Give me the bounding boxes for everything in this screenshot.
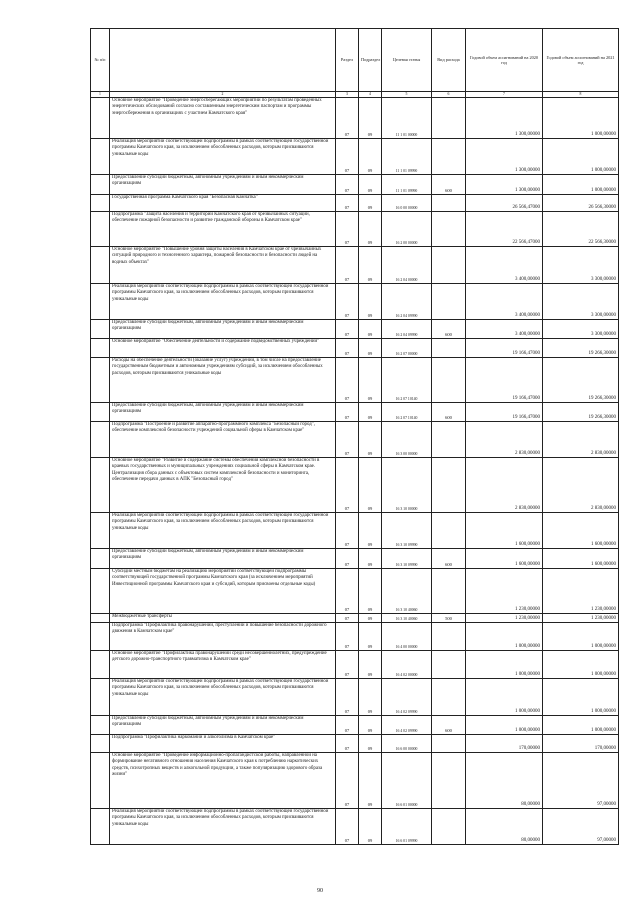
row-razdel: 07 (336, 403, 359, 422)
row-vr (432, 247, 466, 284)
row-podrazdel: 09 (359, 339, 382, 358)
row-vr (432, 422, 466, 458)
row-amount-2021: 3 300,00000 (543, 284, 619, 320)
row-amount-2020: 1 230,00000 (466, 614, 543, 623)
row-name: Подпрограмма "Профилактика правонарушений, преступлений и повышение безопасности дорожного движения в Камчатском крае" (110, 623, 336, 651)
row-amount-2021: 1 000,00000 (543, 98, 619, 139)
budget-table (90, 28, 619, 845)
row-amount-2020: 1 000,00000 (466, 716, 543, 735)
column-index: 7 (466, 92, 543, 98)
row-vr (432, 623, 466, 651)
row-csr: 16 0 00 00000 (382, 195, 432, 212)
row-razdel: 07 (336, 679, 359, 716)
row-podrazdel: 09 (359, 753, 382, 809)
row-razdel: 07 (336, 614, 359, 623)
row-amount-2020: 1 300,00000 (466, 98, 543, 139)
row-vr (432, 735, 466, 753)
row-name: Реализация мероприятий соответствующей подпрограммы в рамках соответствующей государственной программы Камчатского края, за исключением обособленных расходов, которым присваиваются уникальные коды (110, 679, 336, 716)
row-name: Основное мероприятие "Проведение энергосберегающих мероприятий по результатам проведенных энергетических обследований согласно составленным энергетическим паспортам и программы энергосбережения в организациях с участием Камчатского края" (110, 98, 336, 139)
table-row (91, 320, 619, 339)
row-name: Предоставление субсидий бюджетным, автономным учреждениям и иным некоммерческим организациям (110, 549, 336, 569)
row-csr: 16 3 10 09990 (382, 549, 432, 569)
row-name: Субсидии местным бюджетам на реализацию мероприятий соответствующей подпрограммы соответствующей государственной программы Камчатского края (за исключением мероприятий Инвестиционной программы Камчатского края и субсидий, которым присвоены отдельные коды) (110, 569, 336, 614)
row-csr: 11 1 01 09990 (382, 139, 432, 175)
row-amount-2020: 1 600,00000 (466, 549, 543, 569)
row-amount-2021: 97,00000 (543, 753, 619, 809)
page-number: 90 (317, 888, 323, 894)
table-row (91, 809, 619, 845)
row-amount-2020: 1 000,00000 (466, 679, 543, 716)
row-number-cell (91, 358, 110, 403)
row-vr (432, 753, 466, 809)
row-number-cell (91, 195, 110, 212)
row-name: Реализация мероприятий соответствующей подпрограммы в рамках соответствующей государственной программы Камчатского края, за исключением обособленных расходов, которым присваиваются уникальные коды (110, 513, 336, 549)
row-csr: 16 2 07 10140 (382, 358, 432, 403)
row-razdel: 07 (336, 716, 359, 735)
table-row (91, 339, 619, 358)
row-name: Реализация мероприятий соответствующей подпрограммы в рамках соответствующей государственной программы Камчатского края, за исключением обособленных расходов, которым присваиваются уникальные коды (110, 139, 336, 175)
row-csr: 16 6 00 00000 (382, 735, 432, 753)
row-number-cell (91, 247, 110, 284)
row-amount-2021: 1 000,00000 (543, 716, 619, 735)
column-index: 2 (110, 92, 336, 98)
row-vr (432, 212, 466, 247)
row-amount-2020: 3 400,00000 (466, 284, 543, 320)
row-amount-2021: 19 266,30000 (543, 403, 619, 422)
row-podrazdel: 09 (359, 247, 382, 284)
row-razdel: 07 (336, 753, 359, 809)
row-amount-2021: 1 230,00000 (543, 614, 619, 623)
row-amount-2020: 1 300,00000 (466, 139, 543, 175)
row-razdel: 07 (336, 139, 359, 175)
header-2021: Годовой объем ассигнований на 2021 год (543, 29, 619, 92)
row-vr (432, 458, 466, 513)
row-vr: 600 (432, 175, 466, 195)
row-number-cell (91, 339, 110, 358)
row-vr (432, 139, 466, 175)
row-csr: 16 2 04 09990 (382, 284, 432, 320)
row-number-cell (91, 651, 110, 679)
column-index: 4 (359, 92, 382, 98)
header-row (91, 29, 619, 92)
table-row (91, 679, 619, 716)
table-row (91, 98, 619, 139)
table-row (91, 284, 619, 320)
row-number-cell (91, 549, 110, 569)
header-razdel: Раздел (336, 29, 359, 92)
row-amount-2021: 1 230,00000 (543, 569, 619, 614)
row-amount-2021: 1 000,00000 (543, 679, 619, 716)
row-amount-2021: 22 566,30000 (543, 212, 619, 247)
row-name: Основное мероприятие "Развитие и содержание системы обеспечения комплексной безопасности в краевых государственных и муниципальных учреждениях социальной сферы в Камчатском крае. Централизация сбора данных с объектовых систем комплексной безопасности и мониторинга, обеспечение передачи данных в АПК "Безопасный город" (110, 458, 336, 513)
row-podrazdel: 09 (359, 623, 382, 651)
row-amount-2020: 170,00000 (466, 735, 543, 753)
row-number-cell (91, 735, 110, 753)
table-row (91, 403, 619, 422)
row-razdel: 07 (336, 358, 359, 403)
row-amount-2021: 1 600,00000 (543, 549, 619, 569)
row-podrazdel: 09 (359, 175, 382, 195)
row-amount-2021: 1 000,00000 (543, 623, 619, 651)
row-vr: 600 (432, 320, 466, 339)
row-number-cell (91, 175, 110, 195)
row-name: Предоставление субсидий бюджетным, автономным учреждениям и иным некоммерческим организациям (110, 175, 336, 195)
row-podrazdel: 09 (359, 403, 382, 422)
row-csr: 16 3 10 40060 (382, 614, 432, 623)
column-index: 8 (543, 92, 619, 98)
header-vr: Вид расхода (432, 29, 466, 92)
column-index: 6 (432, 92, 466, 98)
row-csr: 16 4 02 00000 (382, 651, 432, 679)
row-name: Основное мероприятие "Профилактика правонарушений среди несовершеннолетних, предупреждение детского дорожно-транспортного травматизма в Камчатском крае" (110, 651, 336, 679)
row-csr: 11 1 01 09990 (382, 175, 432, 195)
row-name: Расходы на обеспечение деятельности (оказание услуг) учреждений, в том числе на предоставление государственным бюджетным и автономным учреждениям субсидий, за исключением обособленных расходов, которым присваиваются уникальные коды (110, 358, 336, 403)
row-amount-2020: 3 400,00000 (466, 247, 543, 284)
row-name: Предоставление субсидий бюджетным, автономным учреждениям и иным некоммерческим организациям (110, 320, 336, 339)
row-csr: 16 4 00 00000 (382, 623, 432, 651)
row-csr: 11 1 01 00000 (382, 98, 432, 139)
row-name: Предоставление субсидий бюджетным, автономным учреждениям и иным некоммерческим организациям (110, 403, 336, 422)
header-name (110, 29, 336, 92)
row-razdel: 07 (336, 513, 359, 549)
header-csr: Целевая статья (382, 29, 432, 92)
row-amount-2020: 1 300,00000 (466, 175, 543, 195)
table-row (91, 753, 619, 809)
row-vr: 600 (432, 549, 466, 569)
row-podrazdel: 09 (359, 809, 382, 845)
row-name: Основное мероприятие "Повышение уровня защиты населения в Камчатском крае от чрезвычайных ситуаций природного и техногенного характера, пожарной безопасности и безопасности людей на водных объектах" (110, 247, 336, 284)
row-csr: 16 6 01 00000 (382, 753, 432, 809)
row-razdel: 07 (336, 98, 359, 139)
row-amount-2020: 3 400,00000 (466, 320, 543, 339)
row-amount-2020: 19 166,47000 (466, 339, 543, 358)
row-name: Предоставление субсидий бюджетным, автономным учреждениям и иным некоммерческим организациям (110, 716, 336, 735)
header-2020: Годовой объем ассигнований на 2020 год (466, 29, 543, 92)
row-vr: 600 (432, 716, 466, 735)
row-amount-2021: 3 300,00000 (543, 320, 619, 339)
row-razdel: 07 (336, 651, 359, 679)
header-podrazdel: Подраздел (359, 29, 382, 92)
row-razdel: 07 (336, 422, 359, 458)
table-row (91, 651, 619, 679)
row-number-cell (91, 98, 110, 139)
row-name: Основное мероприятие "Обеспечение деятельности и содержание подведомственных учреждений" (110, 339, 336, 358)
row-amount-2020: 19 166,47000 (466, 403, 543, 422)
row-podrazdel: 09 (359, 458, 382, 513)
row-amount-2020: 22 566,47000 (466, 212, 543, 247)
table-row (91, 614, 619, 623)
row-name: Реализация мероприятий соответствующей подпрограммы в рамках соответствующей государственной программы Камчатского края, за исключением обособленных расходов, которым присваиваются уникальные коды (110, 284, 336, 320)
row-amount-2021: 19 266,30000 (543, 339, 619, 358)
row-vr (432, 358, 466, 403)
row-amount-2020: 1 000,00000 (466, 623, 543, 651)
row-name: Основное мероприятие "Проведение информационно-пропагандистской работы, направленной на формирование негативного отношения населения Камчатского края к потреблению наркотических средств, психотропных веществ и алкогольной продукции, а также популяризацию здорового образа жизни" (110, 753, 336, 809)
row-podrazdel: 09 (359, 195, 382, 212)
table-row (91, 549, 619, 569)
row-amount-2021: 170,00000 (543, 735, 619, 753)
row-vr (432, 98, 466, 139)
row-number-cell (91, 212, 110, 247)
row-razdel: 07 (336, 809, 359, 845)
row-podrazdel: 09 (359, 569, 382, 614)
row-amount-2020: 1 600,00000 (466, 513, 543, 549)
column-index: 1 (91, 92, 110, 98)
row-vr: 500 (432, 614, 466, 623)
row-podrazdel: 09 (359, 735, 382, 753)
column-index: 5 (382, 92, 432, 98)
row-podrazdel: 09 (359, 212, 382, 247)
row-number-cell (91, 513, 110, 549)
row-csr: 16 2 07 00000 (382, 339, 432, 358)
row-csr: 16 2 00 00000 (382, 212, 432, 247)
row-csr: 16 3 00 00000 (382, 422, 432, 458)
row-podrazdel: 09 (359, 98, 382, 139)
row-razdel: 07 (336, 284, 359, 320)
row-number-cell (91, 679, 110, 716)
row-name: Подпрограмма "Профилактика наркомании и алкоголизма в Камчатском крае" (110, 735, 336, 753)
row-amount-2020: 80,00000 (466, 809, 543, 845)
row-vr (432, 569, 466, 614)
row-razdel: 07 (336, 549, 359, 569)
row-amount-2021: 2 830,00000 (543, 458, 619, 513)
row-csr: 16 4 02 09990 (382, 679, 432, 716)
table-row (91, 458, 619, 513)
row-podrazdel: 09 (359, 513, 382, 549)
row-vr (432, 195, 466, 212)
row-podrazdel: 09 (359, 422, 382, 458)
row-vr (432, 513, 466, 549)
row-amount-2021: 26 566,30000 (543, 195, 619, 212)
row-razdel: 07 (336, 569, 359, 614)
row-podrazdel: 09 (359, 320, 382, 339)
row-amount-2021: 1 000,00000 (543, 651, 619, 679)
row-razdel: 07 (336, 320, 359, 339)
table-row (91, 735, 619, 753)
row-number-cell (91, 139, 110, 175)
row-podrazdel: 09 (359, 614, 382, 623)
row-amount-2021: 3 300,00000 (543, 247, 619, 284)
row-number-cell (91, 284, 110, 320)
row-csr: 16 3 10 00000 (382, 458, 432, 513)
row-amount-2020: 2 830,00000 (466, 422, 543, 458)
row-podrazdel: 09 (359, 139, 382, 175)
header-number: № п/п (91, 29, 110, 92)
table-row (91, 358, 619, 403)
row-name: Реализация мероприятий соответствующей подпрограммы в рамках соответствующей государственной программы Камчатского края, за исключением обособленных расходов, которым присваиваются уникальные коды (110, 809, 336, 845)
table-row (91, 212, 619, 247)
row-number-cell (91, 753, 110, 809)
row-vr (432, 284, 466, 320)
row-razdel: 07 (336, 175, 359, 195)
row-amount-2020: 2 830,00000 (466, 458, 543, 513)
row-name: Подпрограмма "Построение и развитие аппаратно-программного комплекса "Безопасный город", обеспечение комплексной безопасности учреждений социальной сферы в Камчатском крае" (110, 422, 336, 458)
row-number-cell (91, 623, 110, 651)
row-amount-2020: 19 166,47000 (466, 358, 543, 403)
table-body (91, 98, 619, 845)
row-amount-2020: 26 566,47000 (466, 195, 543, 212)
row-razdel: 07 (336, 247, 359, 284)
row-podrazdel: 09 (359, 716, 382, 735)
row-vr (432, 679, 466, 716)
row-name: Государственная программа Камчатского края "Безопасная Камчатка" (110, 195, 336, 212)
row-razdel: 07 (336, 623, 359, 651)
row-amount-2021: 1 600,00000 (543, 513, 619, 549)
row-razdel: 07 (336, 458, 359, 513)
row-razdel: 07 (336, 339, 359, 358)
table-row (91, 569, 619, 614)
row-razdel: 07 (336, 195, 359, 212)
row-amount-2021: 97,00000 (543, 809, 619, 845)
row-name: Межбюджетные трансферты (110, 614, 336, 623)
row-csr: 16 3 10 09990 (382, 513, 432, 549)
row-razdel: 07 (336, 212, 359, 247)
table-row (91, 175, 619, 195)
row-vr: 600 (432, 403, 466, 422)
row-number-cell (91, 809, 110, 845)
row-csr: 16 6 01 09990 (382, 809, 432, 845)
row-podrazdel: 09 (359, 651, 382, 679)
row-amount-2021: 2 830,00000 (543, 422, 619, 458)
row-podrazdel: 09 (359, 284, 382, 320)
table-row (91, 623, 619, 651)
row-number-cell (91, 569, 110, 614)
row-amount-2021: 19 266,30000 (543, 358, 619, 403)
table-row (91, 716, 619, 735)
row-amount-2021: 1 000,00000 (543, 139, 619, 175)
column-index: 3 (336, 92, 359, 98)
row-csr: 16 2 04 00000 (382, 247, 432, 284)
row-amount-2021: 1 000,00000 (543, 175, 619, 195)
row-name: Подпрограмма "Защита населения и территорий Камчатского края от чрезвычайных ситуаций, обеспечение пожарной безопасности и развитие гражданской обороны в Камчатском крае" (110, 212, 336, 247)
row-csr: 16 2 04 09990 (382, 320, 432, 339)
row-podrazdel: 09 (359, 358, 382, 403)
row-csr: 16 4 02 09990 (382, 716, 432, 735)
row-razdel: 07 (336, 735, 359, 753)
row-amount-2020: 1 000,00000 (466, 651, 543, 679)
row-number-cell (91, 320, 110, 339)
row-vr (432, 339, 466, 358)
table-row (91, 247, 619, 284)
row-number-cell (91, 422, 110, 458)
row-podrazdel: 09 (359, 679, 382, 716)
row-vr (432, 651, 466, 679)
row-number-cell (91, 716, 110, 735)
row-csr: 16 2 07 10140 (382, 403, 432, 422)
table-row (91, 195, 619, 212)
row-vr (432, 809, 466, 845)
row-number-cell (91, 458, 110, 513)
table-row (91, 139, 619, 175)
row-amount-2020: 1 230,00000 (466, 569, 543, 614)
table-row (91, 422, 619, 458)
table-row (91, 513, 619, 549)
row-number-cell (91, 403, 110, 422)
row-csr: 16 3 10 40060 (382, 569, 432, 614)
row-podrazdel: 09 (359, 549, 382, 569)
row-amount-2020: 80,00000 (466, 753, 543, 809)
row-number-cell (91, 614, 110, 623)
